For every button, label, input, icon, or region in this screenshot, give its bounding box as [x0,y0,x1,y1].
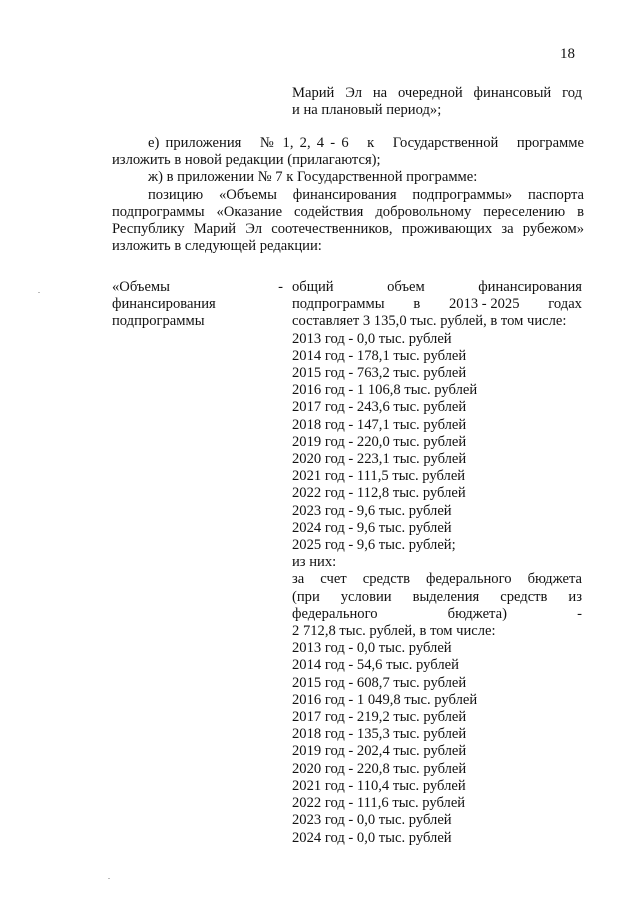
word: бюджета) [447,605,507,622]
year-total-item: 2017 год - 243,6 тыс. рублей [292,399,467,416]
year-federal-item: 2016 год - 1 049,8 тыс. рублей [292,691,478,708]
word: в [413,296,421,313]
continuation-text [292,85,582,119]
years-federal-list [292,640,582,846]
word: средств [500,588,548,605]
item-e-line-2: изложить в новой редакции (прилагаются); [112,152,381,169]
year-total-item: 2020 год - 223,1 тыс. рублей [292,451,467,468]
federal-line-2 [292,589,582,606]
funding-intro-line-3: составляет 3 135,0 тыс. рублей, в том числе: [292,313,567,330]
funding-label-line-1 [112,279,283,296]
year-total-item: 2013 год - 0,0 тыс. рублей [292,330,452,347]
year-federal-item: 2018 год - 135,3 тыс. рублей [292,726,467,743]
word: объем [387,279,425,295]
year-total-item: 2023 год - 9,6 тыс. рублей [292,502,452,519]
year-federal-item: 2024 год - 0,0 тыс. рублей [292,829,452,846]
year-total-item: 2021 год - 111,5 тыс. рублей [292,468,466,485]
funding-label-dash: - [278,279,283,295]
word: годах [548,296,582,313]
word: условии [340,588,392,605]
year-total-item: 2014 год - 178,1 тыс. рублей [292,347,467,364]
federal-line-4: 2 712,8 тыс. рублей, в том числе: [292,623,496,640]
amendment-paragraphs [112,135,584,255]
word: федерального [426,571,512,588]
year-federal-item: 2013 год - 0,0 тыс. рублей [292,640,452,657]
funding-intro-line-2 [292,296,582,313]
word: финансирования [478,279,582,295]
word: из [568,588,582,605]
year-federal-item: 2014 год - 54,6 тыс. рублей [292,657,459,674]
item-zh: ж) в приложении № 7 к Государственной программе: [148,169,478,186]
word: за [292,571,305,588]
funding-intro-line-1 [292,279,582,296]
of-them-label: из них: [292,554,337,571]
year-federal-item: 2017 год - 219,2 тыс. рублей [292,709,467,726]
year-federal-item: 2022 год - 111,6 тыс. рублей [292,795,466,812]
year-federal-item: 2021 год - 110,4 тыс. рублей [292,777,466,794]
year-total-item: 2024 год - 9,6 тыс. рублей [292,519,452,536]
funding-label-word: «Объемы [112,279,170,295]
scan-speck [38,292,40,293]
word: бюджета [527,571,582,588]
year-federal-item: 2023 год - 0,0 тыс. рублей [292,812,452,829]
federal-line-1 [292,571,582,588]
year-total-item: 2015 год - 763,2 тыс. рублей [292,365,467,382]
word: 2013 - 2025 [448,296,520,313]
continuation-line-1: Марий Эл на очередной финансовый год [292,85,582,101]
year-total-item: 2019 год - 220,0 тыс. рублей [292,433,467,450]
years-total-list [292,331,582,555]
funding-details [292,279,582,847]
word: (при [292,588,320,605]
word: счет [320,571,347,588]
funding-label-line-3: подпрограммы [112,313,205,330]
year-total-item: 2022 год - 112,8 тыс. рублей [292,485,466,502]
year-federal-item: 2019 год - 202,4 тыс. рублей [292,743,467,760]
year-total-item: 2016 год - 1 106,8 тыс. рублей [292,382,478,399]
page-number: 18 [560,46,575,62]
funding-label [112,279,283,331]
word: - [577,605,582,622]
federal-line-3 [292,606,582,623]
word: федерального [292,605,378,622]
year-total-item: 2018 год - 147,1 тыс. рублей [292,416,467,433]
funding-label-line-2: финансирования [112,296,216,313]
continuation-line-2: и на плановый период»; [292,102,442,119]
word: выделения [412,588,480,605]
scan-speck [108,878,110,879]
word: средств [362,571,410,588]
year-federal-item: 2020 год - 220,8 тыс. рублей [292,760,467,777]
year-total-item: 2025 год - 9,6 тыс. рублей; [292,537,456,554]
year-federal-item: 2015 год - 608,7 тыс. рублей [292,674,467,691]
word: подпрограммы [292,296,385,313]
word: общий [292,279,334,295]
item-position: позицию «Объемы финансирования подпрограммы» паспорта подпрограммы «Оказание содействия добровольному переселению в Республику Марий Эл соотечественников, проживающих за рубежом» изложить в следующей редакции: [112,186,584,255]
item-e-line-1: е) приложения № 1, 2, 4 - 6 к Государственной программе [148,135,584,151]
